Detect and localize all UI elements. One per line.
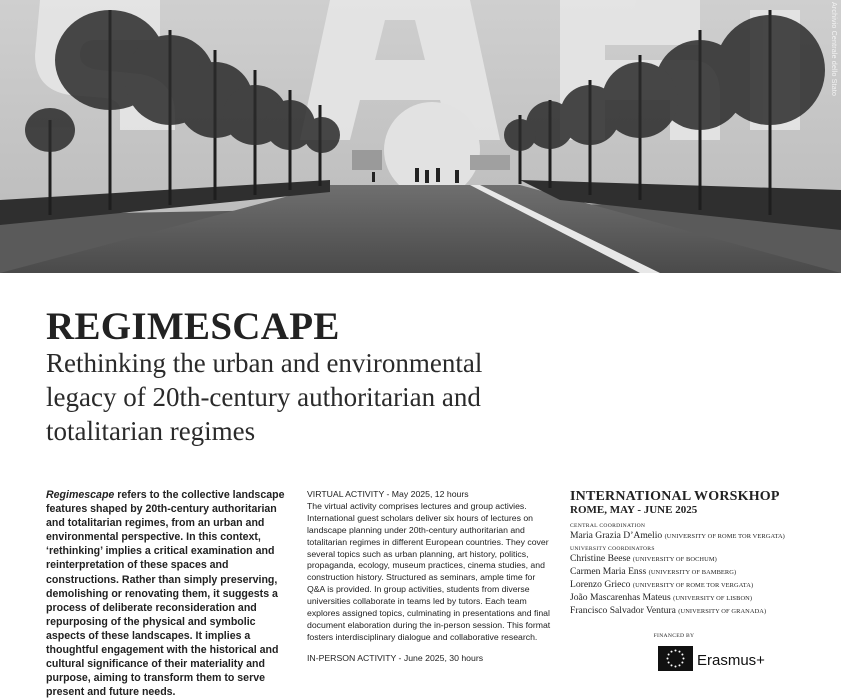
person-affiliation: (UNIVERSITY OF ROME TOR VERGATA): [664, 533, 785, 540]
person-name: Maria Grazia D’Amelio: [570, 530, 663, 541]
person-affiliation: (UNIVERSITY OF GRANADA): [678, 607, 767, 615]
page-title: REGIMESCAPE: [46, 305, 340, 348]
erasmus-logo-text: Erasmus+: [697, 652, 765, 669]
inperson-activity-heading: IN-PERSON ACTIVITY - June 2025, 30 hours: [307, 652, 484, 663]
eu-flag-icon: [658, 646, 693, 671]
person-name: Christine Beese: [570, 552, 631, 564]
subtitle-line-2: legacy of 20th-century authoritarian and: [46, 382, 481, 412]
coordinator-item: [570, 566, 838, 579]
virtual-activity-text: The virtual activity comprises lectures and group activies. International guest scholars deliver six hours of lectures on landscape planning under 20th-century authoritarian and totalitarian regimes in different European countries. They cover several topics such as urban planning, art history, politics, propaganda, ecology, museum practices, cinema studies, and construction history. Structured as seminars, ample time for Q&A is provided. In group activities, students from diverse universities collaborate in teams led by tutors. Each team explores assigned topics, culminating in presentations and final document elaboration during the in-person session. This format fosters interdisciplinary dialogue and collaborative research.: [307, 500, 551, 642]
tree-lined-avenue-illustration: [0, 0, 841, 273]
coordinator-item: [570, 553, 838, 566]
subtitle-line-1: Rethinking the urban and environmental: [46, 348, 483, 378]
person-name: Francisco Salvador Ventura: [570, 604, 676, 616]
central-coordinator: [570, 530, 838, 543]
coordinator-item: [570, 605, 838, 618]
virtual-activity-heading: VIRTUAL ACTIVITY - May 2025, 12 hours: [307, 489, 469, 499]
workshop-title: INTERNATIONAL WORSKHOP: [570, 489, 780, 504]
financed-by-label: FINANCED BY: [653, 633, 695, 639]
coordinator-item: [570, 579, 838, 592]
person-affiliation: (UNIVERSITY OF LISBON): [673, 594, 753, 602]
activities-column: [307, 489, 551, 665]
intro-term: Regimescape: [46, 489, 115, 501]
hero-photo: [0, 0, 841, 273]
photo-credit: Archivio Centrale dello Stato: [830, 2, 837, 97]
intro-text: refers to the collective landscape features shaped by 20th-century authoritarian and totalitarian regimes, from an urban and environmental perspective. In this context, ‘rethinking’ implies a critical examination and reinterpretation of these spaces and constructions. Rather than simply preserving, demolishing or renovating them, it suggests a process of deliberate reconsideration and repurposing of the physical and symbolic aspects of these landscapes. It implies a thoughtful engagement with the historical and cultural significance of their materiality and purpose, aiming to transform them to serve present and future needs.: [46, 489, 285, 699]
intro-paragraph: [46, 488, 286, 699]
subtitle-line-3: totalitarian regimes: [46, 416, 256, 446]
university-coordinators-label: UNIVERSITY COORDINATORS: [570, 545, 655, 552]
person-name: Carmen Maria Enss: [570, 565, 647, 577]
subtitle: [46, 346, 586, 448]
person-name: João Mascarenhas Mateus: [570, 591, 671, 603]
coordinator-item: [570, 592, 838, 605]
person-name: Lorenzo Grieco: [570, 578, 631, 590]
workshop-date: ROME, MAY - JUNE 2025: [570, 504, 698, 516]
person-affiliation: (UNIVERSITY OF ROME TOR VERGATA): [632, 581, 754, 589]
central-coordination-label: CENTRAL COORDINATION: [570, 523, 646, 529]
workshop-column: [570, 489, 838, 617]
person-affiliation: (UNIVERSITY OF BOCHUM): [632, 555, 717, 563]
person-affiliation: (UNIVERSITY OF BAMBERG): [648, 568, 737, 576]
